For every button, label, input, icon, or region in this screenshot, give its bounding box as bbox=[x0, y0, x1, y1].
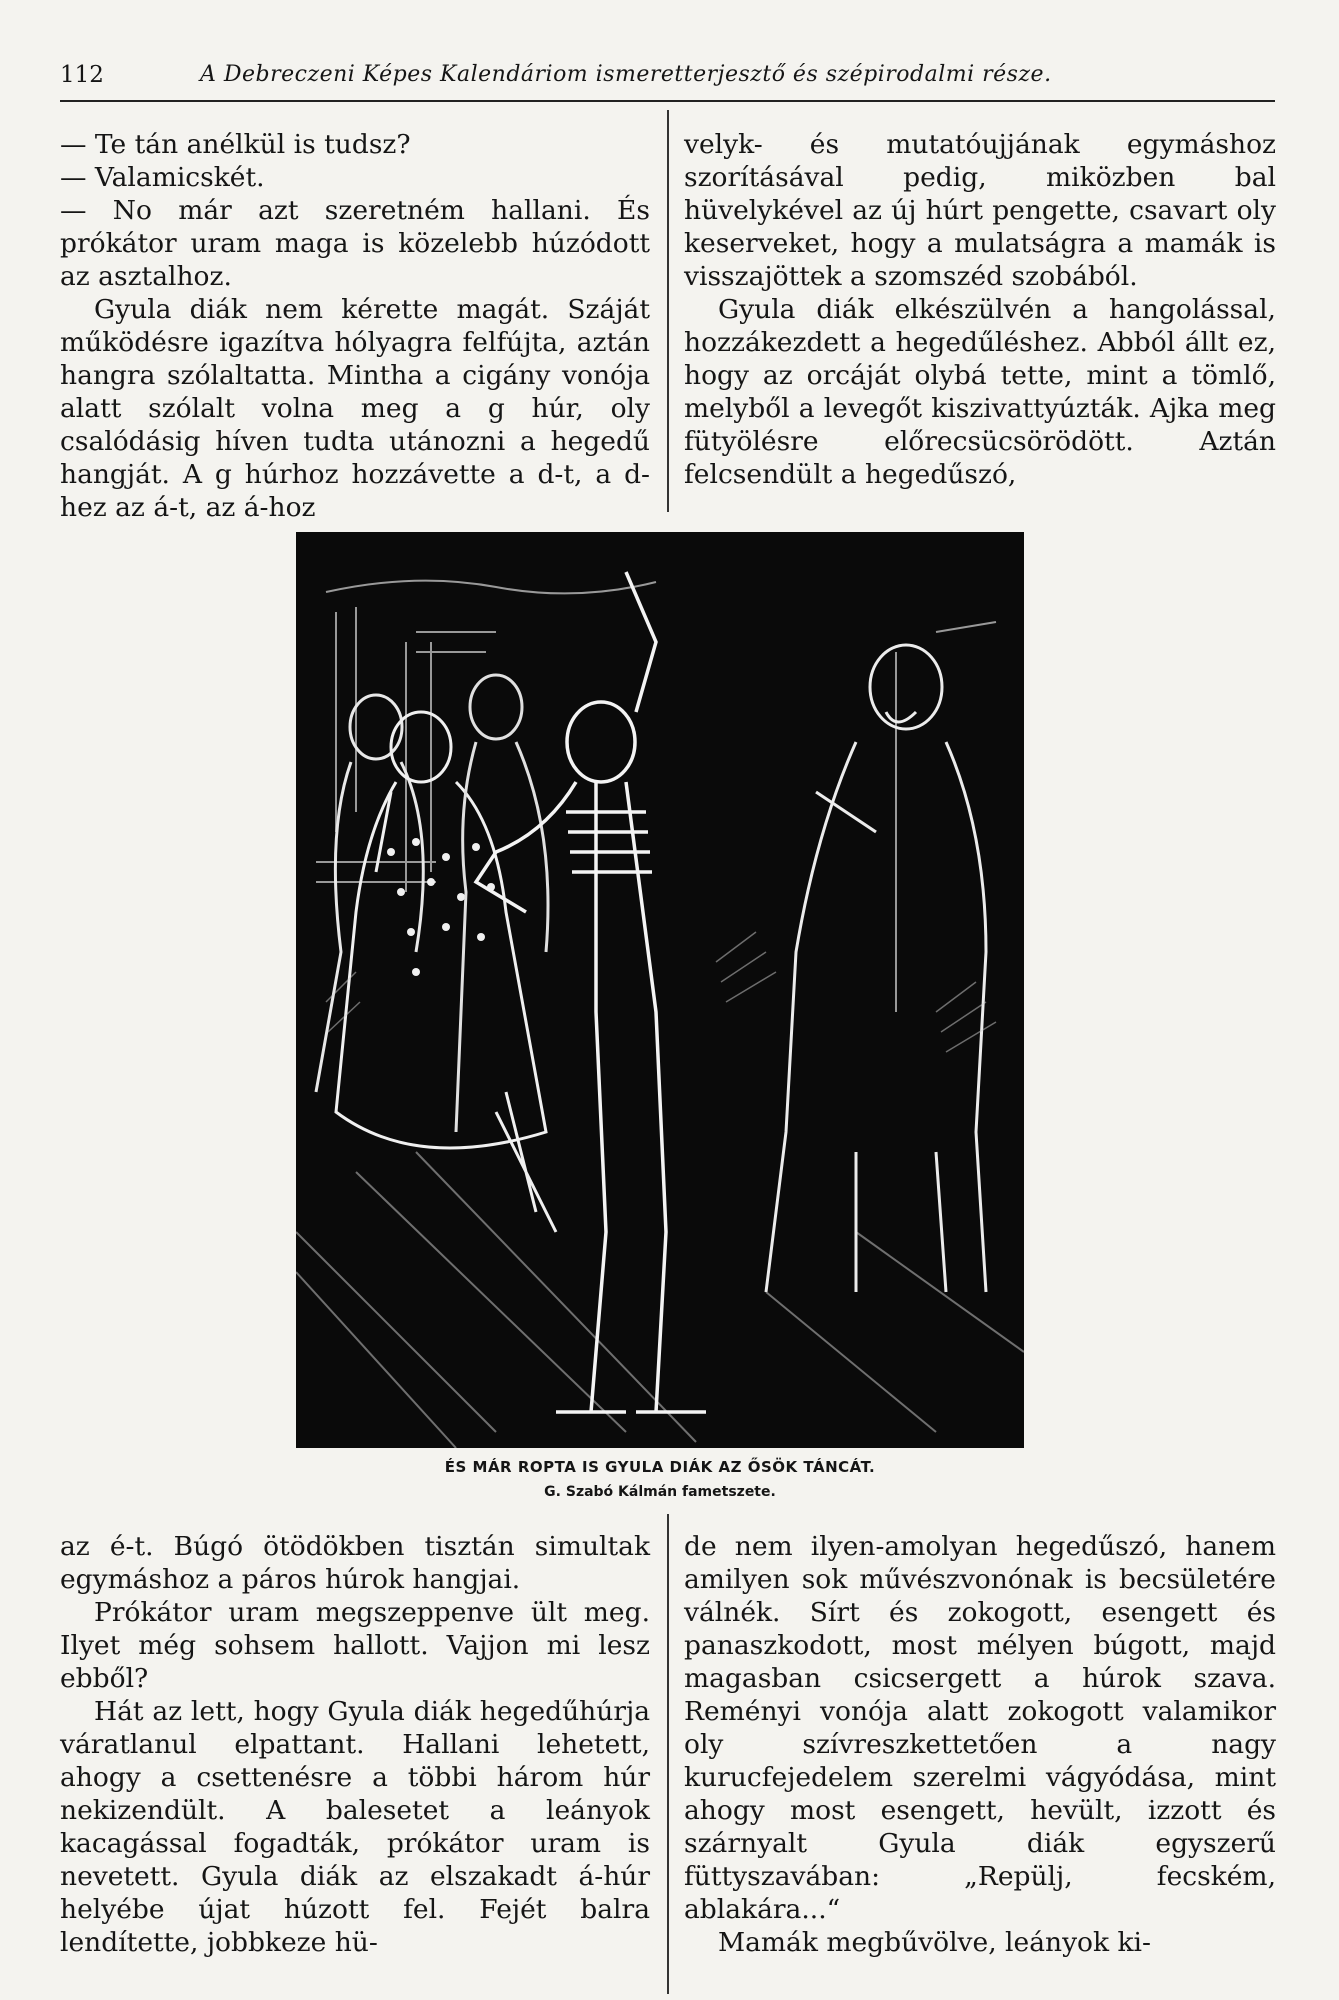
paragraph: Gyula diák nem kérette magát. Száját működésre igazítva hólyagra felfújta, aztán hangra szólaltatta. Mintha a cigány vonója alatt szólalt volna meg a g húr, oly csalódásig híven tudta utánozni a hegedű hangját. A g húrhoz hozzávette a d-t, a d-hez az á-t, az á-hoz bbox=[60, 294, 650, 523]
paragraph: — No már azt szeretném hallani. És prókátor uram maga is közelebb húzódott az asztalhoz. bbox=[60, 195, 650, 292]
paragraph: az é-t. Búgó ötödökben tisztán simultak egymáshoz a páros húrok hangjai. bbox=[60, 1531, 650, 1595]
running-title: A Debreczeni Képes Kalendáriom ismeretterjesztő és szépirodalmi része. bbox=[200, 62, 1052, 87]
column-divider bbox=[667, 1514, 669, 1994]
column-divider bbox=[667, 110, 669, 512]
column-right-top bbox=[684, 128, 1276, 491]
column-left-bottom bbox=[60, 1530, 650, 1959]
dancing-scene-image bbox=[296, 532, 1024, 1448]
column-right-bottom bbox=[684, 1530, 1276, 1959]
paragraph: — Te tán anélkül is tudsz? bbox=[60, 129, 411, 160]
paragraph: Gyula diák elkészülvén a hangolással, hozzákezdett a hegedűléshez. Abból állt ez, hogy az orcáját olybá tette, mint a tömlő, melyből a levegőt kiszivattyúzták. Ajka meg fütyölésre előrecsücsörödött. Aztán felcsendült a hegedűszó, bbox=[684, 294, 1276, 490]
paragraph: velyk- és mutatóujjának egymáshoz szorításával pedig, miközben bal hüvelykével az új húrt pengette, csavart oly keserveket, hogy a mulatságra a mamák is visszajöttek a szomszéd szobából. bbox=[684, 129, 1276, 292]
paragraph: de nem ilyen-amolyan hegedűszó, hanem amilyen sok művészvonónak is becsületére válnék. Sírt és zokogott, esengett és panaszkodott, most mélyen búgott, majd magasban csicsergett a húrok szava. Reményi vonója alatt zokogott valamikor oly szívreszkettetően a nagy kurucfejedelem szerelmi vágyódása, mint ahogy most esengett, hevült, izzott és szárnyalt Gyula diák egyszerű füttyszavában: „Repülj, fecském, ablakára...“ bbox=[684, 1531, 1276, 1925]
page-number: 112 bbox=[60, 62, 104, 88]
paragraph: Hát az lett, hogy Gyula diák hegedűhúrja váratlanul elpattant. Hallani lehetett, ahogy a csettenésre a többi három húr nekizendült. A balesetet a leányok kacagással fogadták, prókátor uram is nevetett. Gyula diák az elszakadt á-húr helyébe újat húzott fel. Fejét balra lendítette, jobbkeze hü- bbox=[60, 1696, 650, 1958]
paragraph: Prókátor uram megszeppenve ült meg. Ilyet még sohsem hallott. Vajjon mi lesz ebből? bbox=[60, 1597, 650, 1694]
column-left-top bbox=[60, 128, 650, 524]
woodcut-illustration bbox=[296, 532, 1024, 1448]
figure-credit: G. Szabó Kálmán fametszete. bbox=[544, 1484, 776, 1500]
page-header bbox=[60, 56, 1275, 102]
paragraph: Mamák megbűvölve, leányok ki- bbox=[718, 1927, 1151, 1958]
paragraph: — Valamicskét. bbox=[60, 162, 265, 193]
figure-caption: ÉS MÁR ROPTA IS GYULA DIÁK AZ ŐSÖK TÁNCÁT. bbox=[444, 1458, 876, 1476]
